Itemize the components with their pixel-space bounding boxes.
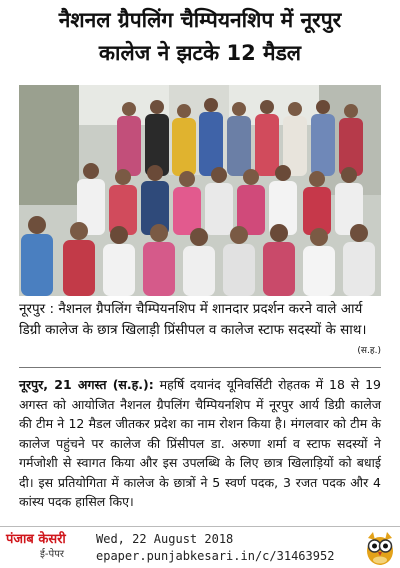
caption-text: नूरपुर : नैशनल ग्रैपलिंग चैम्पियनशिप में शानदार प्रदर्शन करने वाले आर्य डिग्री कालेज के छात्र खिलाड़ी प्रिंसीपल व कालेज स्टाफ सदस्यों के साथ। (19, 301, 367, 338)
photo-caption (19, 299, 381, 362)
brand-name: पंजाब केसरी (6, 532, 66, 547)
article-headline (0, 4, 400, 70)
edition-date: Wed, 22 August 2018 (96, 532, 234, 546)
brand-subtitle: ई-पेपर (40, 549, 64, 560)
caption-credit: (स.ह.) (357, 346, 381, 356)
article-dateline: नूरपुर, 21 अगस्त (स.ह.): (19, 377, 154, 392)
epaper-url-link[interactable]: epaper.punjabkesari.in/c/31463952 (96, 549, 335, 563)
group-photo-image (19, 85, 381, 296)
caption-divider (19, 367, 381, 368)
article-body-text: महर्षि दयानंद यूनिवर्सिटी रोहतक में 18 से 19 अगस्त को आयोजित नैशनल ग्रैपलिंग चैम्पियनशिप में नूरपुर आर्य डिग्री कालेज की टीम ने 12 मैडल जीतकर प्रदेश का नाम रोशन किया है। मंगलवार को टीम के कालेज पहुंचने पर कालेज की प्रिंसीपल डा. अरुणा शर्मा व स्टाफ सदस्यों ने गर्मजोशी से स्वागत किया और इस उपलब्धि के लिए छात्र खिलाड़ियों को बधाई दी। इस प्रतियोगिता में कालेज के छात्रों ने 5 स्वर्ण पदक, 3 रजत पदक और 4 कांस्य पदक हासिल किए। (19, 377, 381, 509)
epaper-footer (0, 526, 400, 568)
group-photo (19, 85, 381, 296)
headline-line-1: नैशनल ग्रैपलिंग चैम्पियनशिप में नूरपुर (58, 8, 342, 32)
owl-icon (364, 530, 396, 566)
headline-line-2: कालेज ने झटके 12 मैडल (98, 41, 302, 65)
article-body (19, 375, 381, 512)
punjab-kesari-logo[interactable] (6, 532, 96, 564)
